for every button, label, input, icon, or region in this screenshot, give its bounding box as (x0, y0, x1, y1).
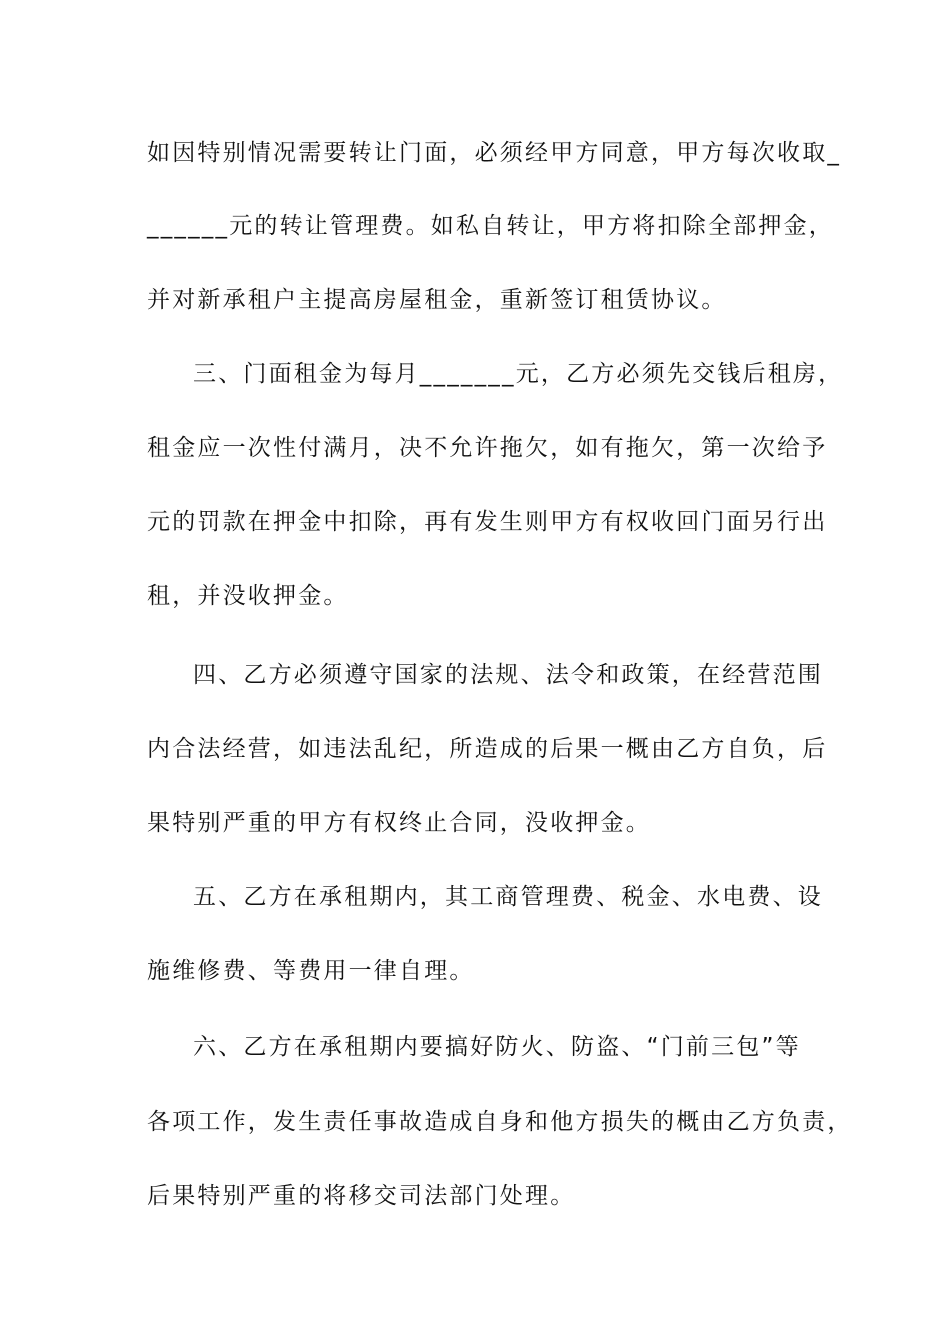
text-line: 如因特别情况需要转让门面，必须经甲方同意，甲方每次收取_ (147, 140, 842, 166)
text-line: 并对新承租户主提高房屋租金，重新签订租赁协议。 (147, 287, 727, 313)
text-line: 果特别严重的甲方有权终止合同，没收押金。 (147, 810, 651, 836)
text-line: 三、门面租金为每月_______元，乙方必须先交钱后租房， (193, 361, 844, 387)
text-line: 租金应一次性付满月，决不允许拖欠，如有拖欠，第一次给予 (147, 435, 828, 461)
text-line: 租，并没收押金。 (147, 583, 349, 609)
text-line: 六、乙方在承租期内要搞好防火、防盗、“门前三包”等 (193, 1034, 801, 1060)
text-line: 四、乙方必须遵守国家的法规、法令和政策，在经营范围 (193, 662, 823, 688)
text-line: 后果特别严重的将移交司法部门处理。 (147, 1183, 576, 1209)
text-line: 内合法经营，如违法乱纪，所造成的后果一概由乙方自负，后 (147, 736, 828, 762)
text-line: 各项工作，发生责任事故造成自身和他方损失的概由乙方负责， (147, 1109, 853, 1135)
text-line: 五、乙方在承租期内，其工商管理费、税金、水电费、设 (193, 884, 823, 910)
text-line: ______元的转让管理费。如私自转让，甲方将扣除全部押金， (147, 213, 834, 239)
text-line: 元的罚款在押金中扣除，再有发生则甲方有权收回门面另行出 (147, 509, 828, 535)
text-line: 施维修费、等费用一律自理。 (147, 958, 475, 984)
